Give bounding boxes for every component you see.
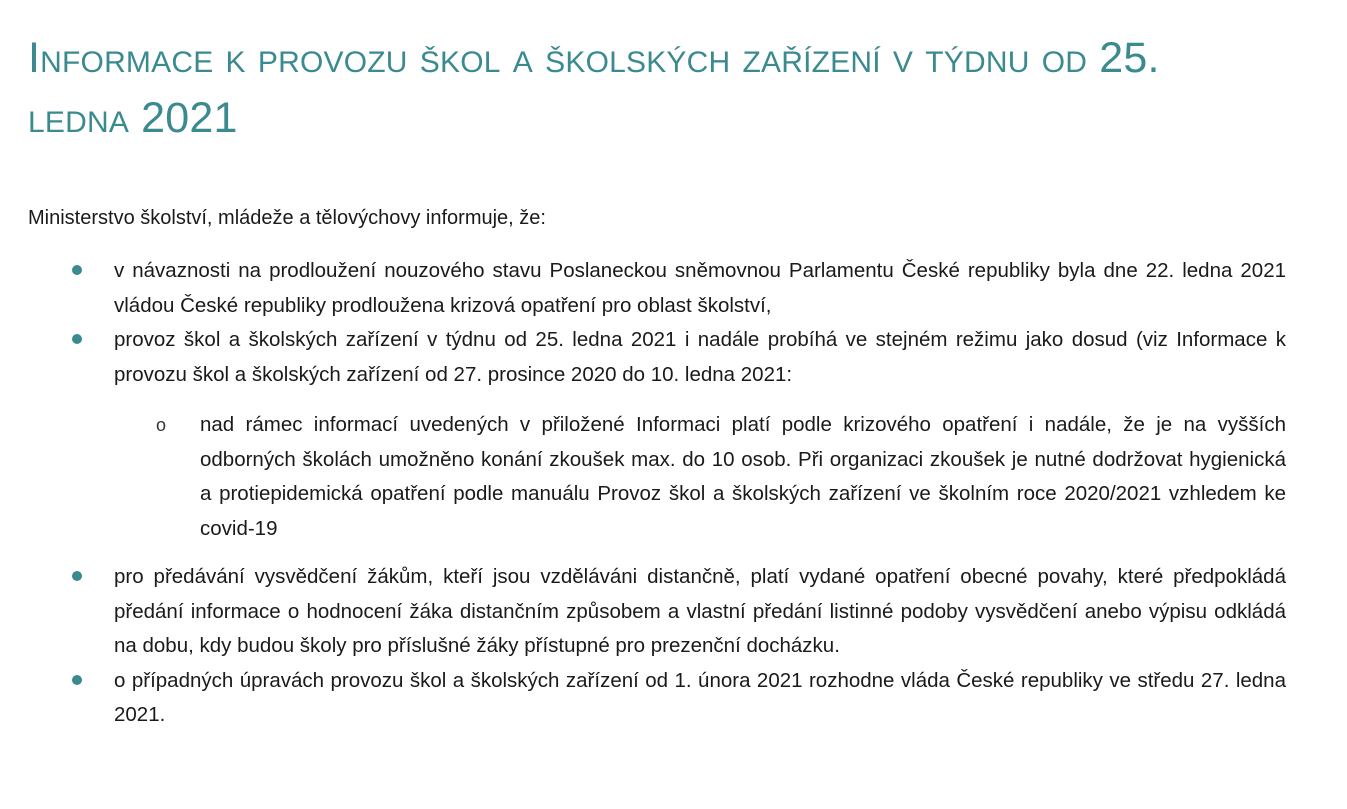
intro-paragraph: Ministerstvo školství, mládeže a tělovýchovy informuje, že: [28,207,546,229]
sub-bullet-list [114,408,1286,546]
list-item-text: provoz škol a školských zařízení v týdnu od 25. ledna 2021 i nadále probíhá ve stejném režimu jako dosud (viz Informace k provozu škol a školských zařízení od 27. prosince 2020 do 10. ledna 2021: [114,328,1286,386]
hollow-circle-bullet-icon: o [156,415,167,435]
list-item [28,560,1286,664]
sub-list-item [114,408,1286,546]
bullet-list [28,254,1286,733]
list-item [28,664,1286,733]
list-item-text: o případných úpravách provozu škol a školských zařízení od 1. února 2021 rozhodne vláda České republiky ve středu 27. ledna 2021. [114,668,1286,726]
list-item [28,323,1286,546]
document-page [28,0,1288,726]
bullet-dot-icon [72,675,82,685]
sub-list-item-text: nad rámec informací uvedených v přiložené Informaci platí podle krizového opatření i nadále, že je na vyšších odborných školách umožněno konání zkoušek max. do 10 osob. Při organizaci zkoušek je nutné dodržovat hygienická a protiepidemická opatření podle manuálu Provoz škol a školských zařízení ve školním roce 2020/2021 vzhledem ke covid-19 [200,413,1286,540]
list-item [28,254,1286,323]
bullet-dot-icon [72,334,82,344]
page-title: Informace k provozu škol a školských zařízení v týdnu od 25. ledna 2021 [28,34,1160,142]
bullet-dot-icon [72,571,82,581]
bullet-dot-icon [72,265,82,275]
list-item-text: pro předávání vysvědčení žákům, kteří jsou vzděláváni distančně, platí vydané opatření obecné povahy, které předpokládá předání informace o hodnocení žáka distančním způsobem a vlastní předání listinné podoby vysvědčení anebo výpisu odkládá na dobu, kdy budou školy pro příslušné žáky přístupné pro prezenční docházku. [114,565,1286,657]
list-item-text: v návaznosti na prodloužení nouzového stavu Poslaneckou sněmovnou Parlamentu České republiky byla dne 22. ledna 2021 vládou České republiky prodloužena krizová opatření pro oblast školství, [114,259,1286,317]
